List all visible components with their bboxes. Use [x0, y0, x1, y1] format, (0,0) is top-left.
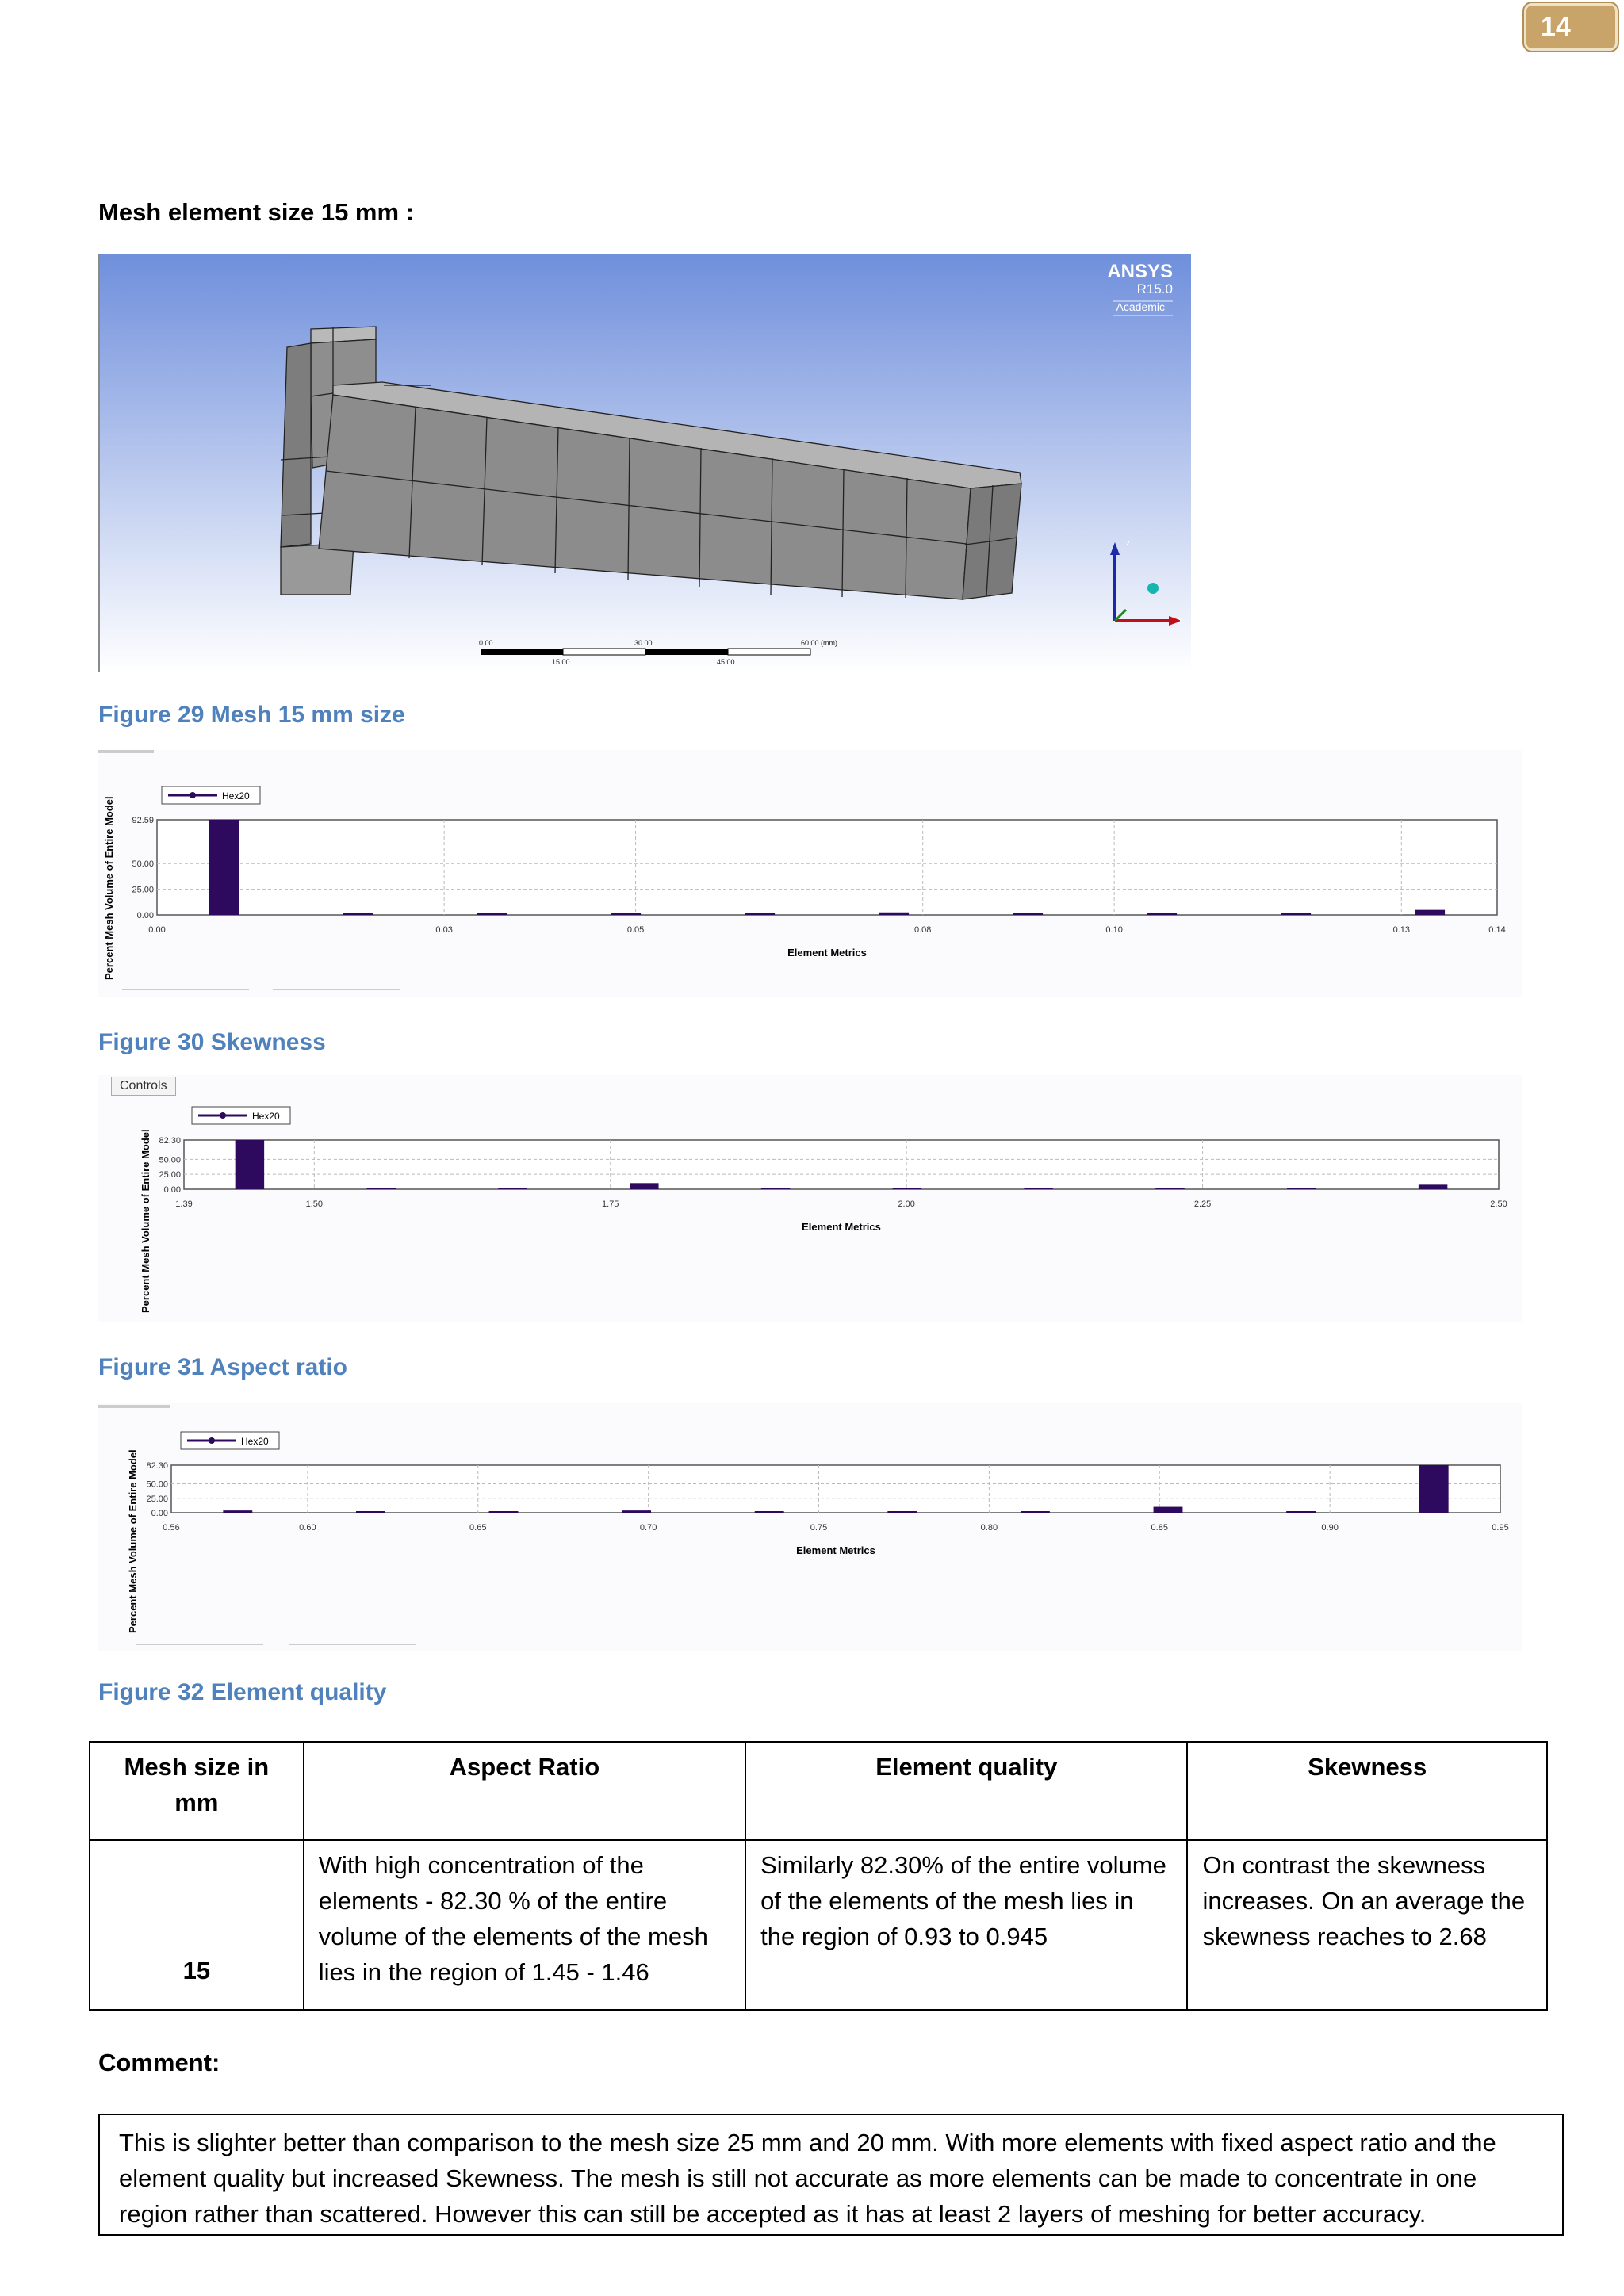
y-tick-label: 25.00: [146, 1494, 168, 1504]
chart-bar: [761, 1188, 790, 1189]
y-tick-label: 25.00: [159, 1170, 181, 1181]
chart-bar: [1419, 1465, 1449, 1513]
x-axis-label: Element Metrics: [796, 1544, 875, 1556]
x-tick-label: 2.50: [1490, 1200, 1507, 1209]
chart-bar: [1286, 1511, 1316, 1513]
chart-bar: [755, 1511, 784, 1513]
x-tick-label: 2.00: [898, 1200, 915, 1209]
comment-box: This is slighter better than comparison to the mesh size 25 mm and 20 mm. With more elements with fixed aspect ratio and the element quality but increased Skewness. The mesh is still not accurate as more elements can be made to concentrate in one region rather than scattered. However this can still be accepted as it has at least 2 layers of meshing for better accuracy.: [98, 2114, 1564, 2236]
x-tick-label: 0.00: [148, 925, 166, 935]
chart-bar: [1154, 1507, 1183, 1513]
mesh-render-svg: [98, 254, 1191, 672]
chart-bar: [356, 1511, 385, 1513]
chart-bar: [1155, 1188, 1184, 1189]
y-tick-label: 0.00: [163, 1185, 181, 1195]
x-tick-label: 0.60: [299, 1523, 316, 1533]
y-tick-label: 82.30: [146, 1461, 168, 1471]
x-tick-label: 0.14: [1488, 925, 1506, 935]
chart-bar: [1287, 1188, 1316, 1189]
table-row: [90, 1840, 1547, 2010]
x-tick-label: 0.85: [1151, 1523, 1168, 1533]
chart-bar: [1281, 913, 1311, 915]
legend-marker: [190, 792, 196, 798]
aspect-ratio-chart: [98, 1075, 1522, 1322]
chart-bar: [630, 1183, 658, 1189]
figure-29-caption: Figure 29 Mesh 15 mm size: [98, 702, 405, 728]
plot-area: [157, 820, 1497, 915]
chart-bar: [1024, 1188, 1052, 1189]
cell-aspect-ratio: With high concentration of the elements - 82.30 % of the entire volume of the elements of the mesh lies in the region of 1.45 - 1.46: [304, 1840, 745, 2010]
x-tick-label: 0.56: [163, 1523, 180, 1533]
svg-text:60.00 (mm): 60.00 (mm): [801, 639, 838, 647]
chart-bar: [1419, 1184, 1447, 1189]
chart-bar: [498, 1188, 527, 1189]
chart-bar: [622, 1510, 651, 1513]
x-tick-label: 0.95: [1492, 1523, 1509, 1533]
plot-area: [184, 1140, 1499, 1189]
chart-bar: [611, 913, 641, 915]
ansys-version: R15.0: [1136, 281, 1173, 297]
controls-button[interactable]: Controls: [111, 1077, 176, 1096]
y-tick-label: 82.30: [159, 1136, 181, 1146]
y-tick-label: 50.00: [146, 1479, 168, 1490]
x-axis-label: Element Metrics: [787, 947, 867, 959]
y-tick-label: 50.00: [132, 859, 154, 870]
chart-bar: [477, 913, 507, 915]
element-quality-chart-svg: [98, 1403, 1522, 1651]
y-tick-label: 0.00: [136, 911, 154, 920]
chart-bar: [366, 1188, 395, 1189]
page-number: 14: [1524, 3, 1618, 51]
figure-30-caption: Figure 30 Skewness: [98, 1029, 326, 1055]
legend-label: Hex20: [252, 1111, 280, 1122]
cell-skewness: On contrast the skewness increases. On an average the skewness reaches to 2.68: [1187, 1840, 1547, 2010]
table-header-row: [90, 1742, 1547, 1840]
x-tick-label: 1.39: [175, 1200, 193, 1209]
cell-element-quality: Similarly 82.30% of the entire volume of the elements of the mesh lies in the region of 0.93 to 0.945: [745, 1840, 1187, 2010]
legend-marker: [209, 1437, 215, 1444]
header-element-quality: Element quality: [745, 1742, 1187, 1840]
x-tick-label: 0.75: [810, 1523, 828, 1533]
x-tick-label: 0.08: [914, 925, 932, 935]
x-tick-label: 0.65: [469, 1523, 487, 1533]
header-skewness: Skewness: [1187, 1742, 1547, 1840]
chart-bar: [887, 1511, 917, 1513]
x-tick-label: 0.80: [980, 1523, 998, 1533]
x-tick-label: 0.03: [435, 925, 453, 935]
x-tick-label: 0.05: [626, 925, 645, 935]
ansys-brand: ANSYS: [1107, 261, 1173, 282]
comment-label: Comment:: [98, 2049, 220, 2076]
skewness-chart: [98, 750, 1522, 997]
chart-bar: [209, 820, 239, 915]
x-tick-label: 1.50: [305, 1200, 324, 1209]
chart-bar: [745, 913, 775, 915]
svg-text:0.00: 0.00: [479, 639, 493, 647]
svg-text:45.00: 45.00: [717, 658, 735, 666]
cell-mesh-size: 15: [90, 1840, 304, 2010]
y-tick-label: 50.00: [159, 1155, 181, 1165]
mesh-summary-table: [89, 1741, 1548, 2011]
x-tick-label: 0.70: [639, 1523, 657, 1533]
chart-bar: [1021, 1511, 1050, 1513]
legend-marker: [220, 1112, 226, 1119]
aspect-ratio-chart-svg: [98, 1075, 1522, 1322]
legend-label: Hex20: [222, 790, 250, 802]
figure-32-caption: Figure 32 Element quality: [98, 1679, 387, 1705]
y-axis-label: Percent Mesh Volume of Entire Model: [127, 1449, 139, 1633]
plot-area: [171, 1465, 1500, 1513]
chart-bar: [1415, 910, 1445, 915]
x-tick-label: 0.10: [1105, 925, 1123, 935]
mesh-render: [98, 254, 1191, 672]
svg-text:30.00: 30.00: [634, 639, 653, 647]
chart-bar: [893, 1188, 921, 1189]
header-aspect-ratio: Aspect Ratio: [304, 1742, 745, 1840]
chart-bar: [1147, 913, 1177, 915]
chart-bar: [489, 1511, 519, 1513]
element-quality-chart: [98, 1403, 1522, 1651]
y-axis-label: Percent Mesh Volume of Entire Model: [140, 1129, 151, 1313]
header-mesh-size: Mesh size in mm: [90, 1742, 304, 1840]
chart-bar: [879, 913, 909, 915]
chart-bar: [236, 1140, 264, 1189]
figure-31-caption: Figure 31 Aspect ratio: [98, 1354, 347, 1380]
x-tick-label: 0.13: [1392, 925, 1410, 935]
x-tick-label: 2.25: [1193, 1200, 1212, 1209]
ansys-edition: Academic: [1116, 300, 1165, 313]
x-axis-label: Element Metrics: [802, 1221, 881, 1233]
chart-bar: [343, 913, 373, 915]
chart-bar: [1013, 913, 1043, 915]
section-heading: Mesh element size 15 mm :: [98, 198, 414, 226]
y-axis-label: Percent Mesh Volume of Entire Model: [103, 796, 115, 980]
x-tick-label: 1.75: [602, 1200, 619, 1209]
svg-text:15.00: 15.00: [552, 658, 570, 666]
x-tick-label: 0.90: [1321, 1523, 1339, 1533]
y-tick-label: 92.59: [132, 816, 154, 825]
y-tick-label: 25.00: [132, 885, 154, 895]
svg-text:z: z: [1126, 538, 1131, 548]
y-tick-label: 0.00: [151, 1509, 168, 1518]
legend-label: Hex20: [241, 1436, 269, 1447]
chart-bar: [223, 1510, 252, 1513]
svg-text:x: x: [1178, 616, 1183, 626]
skewness-chart-svg: [98, 750, 1522, 997]
